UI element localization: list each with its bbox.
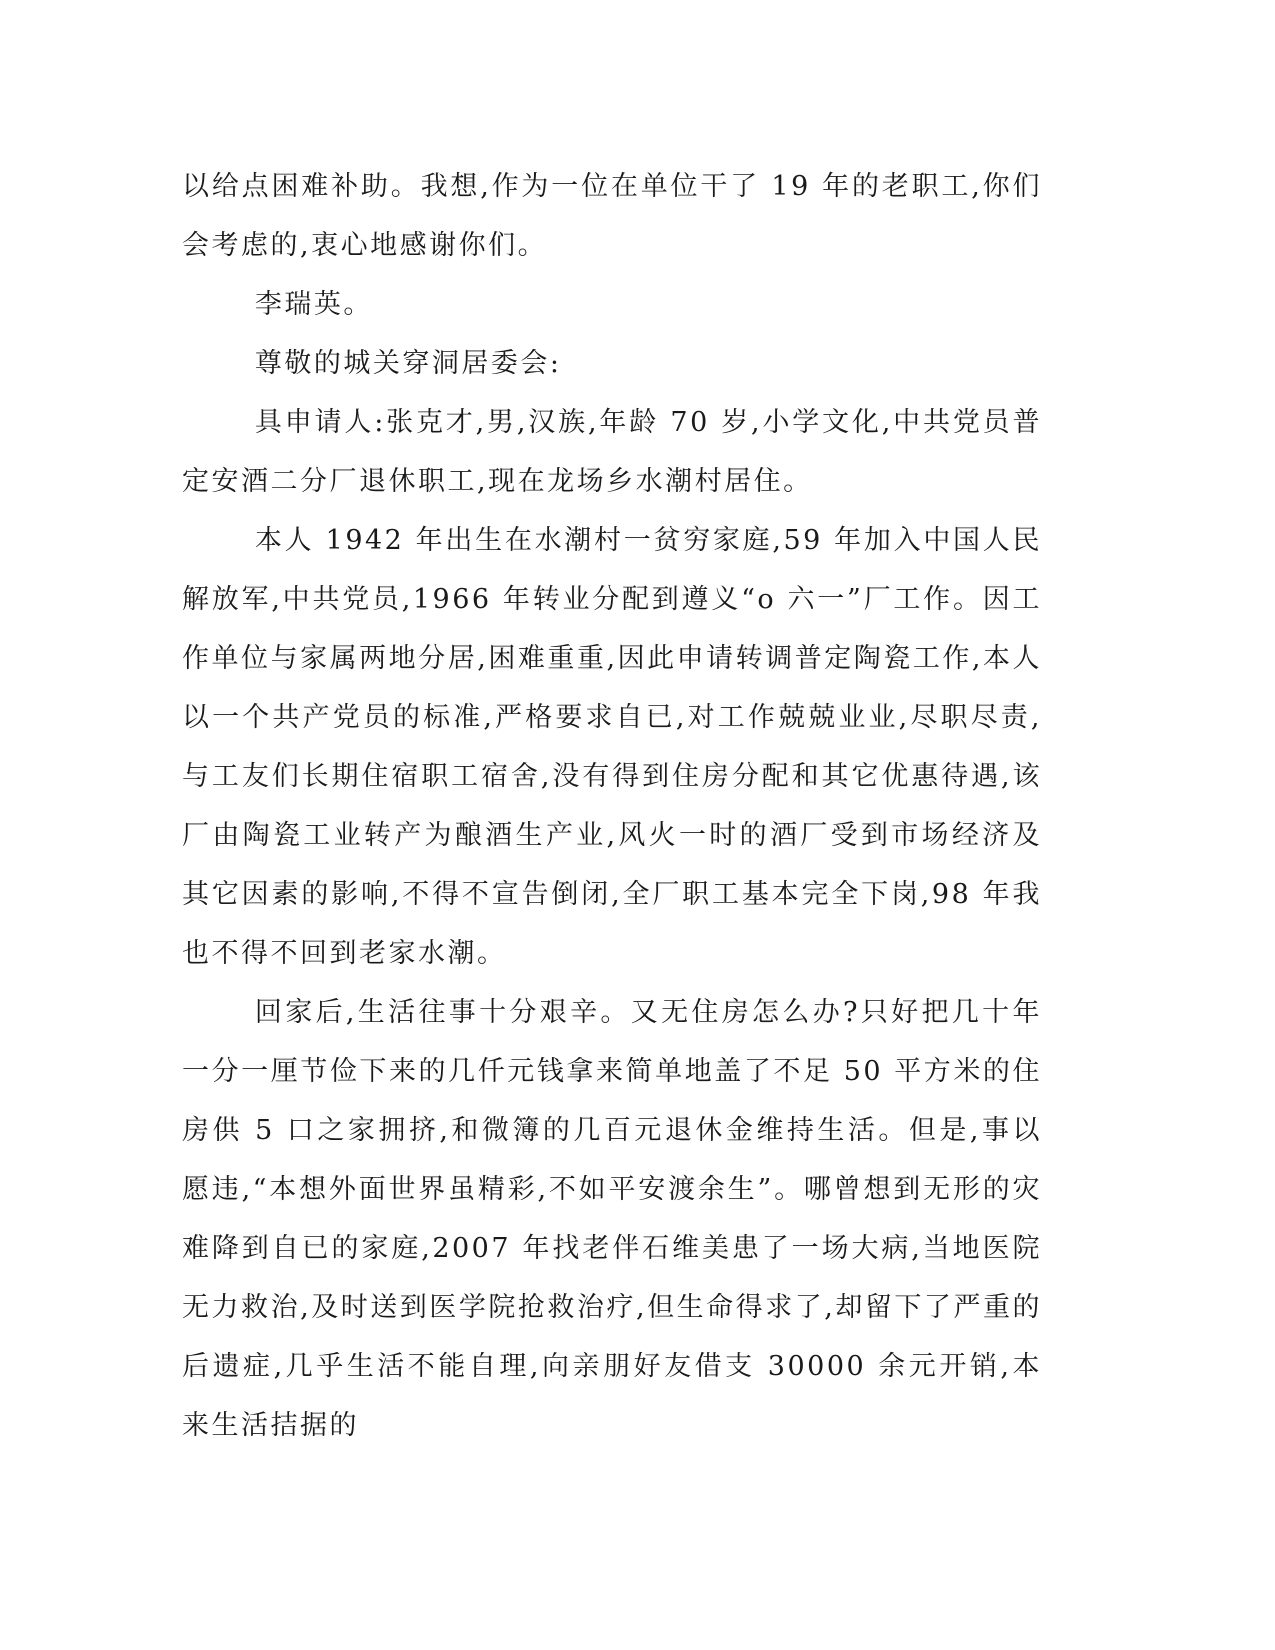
paragraph: 李瑞英。 (254, 289, 373, 320)
document-body (182, 157, 1042, 1455)
paragraph: 以给点困难补助。我想,作为一位在单位干了 19 年的老职工,你们会考虑的,衷心地感谢你们。 (182, 171, 1042, 261)
paragraph: 具申请人:张克才,男,汉族,年龄 70 岁,小学文化,中共党员普定安酒二分厂退休职工,现在龙场乡水潮村居住。 (182, 407, 1042, 497)
paragraph: 尊敬的城关穿洞居委会: (254, 348, 562, 379)
paragraph: 本人 1942 年出生在水潮村一贫穷家庭,59 年加入中国人民解放军,中共党员,1966 年转业分配到遵义“o 六一”厂工作。因工作单位与家属两地分居,困难重重,因此申请转调普定陶瓷工作,本人以一个共产党员的标准,严格要求自已,对工作兢兢业业,尽职尽责,与工友们长期住宿职工宿舍,没有得到住房分配和其它优惠待遇,该厂由陶瓷工业转产为酿酒生产业,风火一时的酒厂受到市场经济及其它因素的影响,不得不宣告倒闭,全厂职工基本完全下岗,98 年我也不得不回到老家水潮。 (182, 525, 1042, 969)
paragraph: 回家后,生活往事十分艰辛。又无住房怎么办?只好把几十年一分一厘节俭下来的几仟元钱拿来简单地盖了不足 50 平方米的住房供 5 口之家拥挤,和微簿的几百元退休金维持生活。但是,事以愿违,“本想外面世界虽精彩,不如平安渡余生”。哪曾想到无形的灾难降到自已的家庭,2007 年找老伴石维美患了一场大病,当地医院无力救治,及时送到医学院抢救治疗,但生命得求了,却留下了严重的后遗症,几乎生活不能自理,向亲朋好友借支 30000 余元开销,本来生活拮据的 (182, 997, 1042, 1441)
